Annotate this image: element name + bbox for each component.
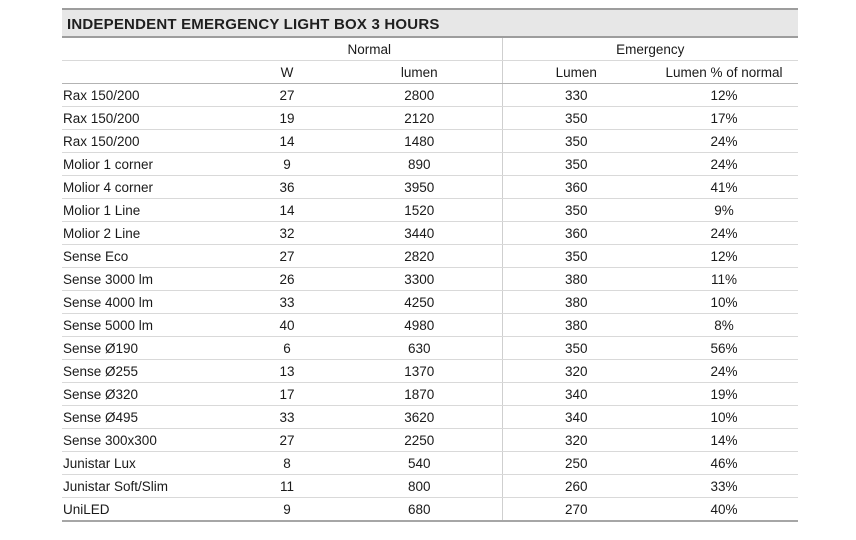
watt-cell: 32 [237,222,337,245]
table-row [62,475,798,498]
watt-cell: 19 [237,107,337,130]
product-name-cell: Sense 5000 lm [62,314,237,337]
lumen-cell: 890 [337,153,502,176]
lumen-cell: 2250 [337,429,502,452]
table-body [62,84,798,522]
emergency-lumen-cell: 340 [502,383,650,406]
table-row [62,199,798,222]
column-header-lumen: lumen [337,61,502,84]
product-name-cell: UniLED [62,498,237,522]
emergency-percent-cell: 24% [650,360,798,383]
emergency-percent-cell: 56% [650,337,798,360]
group-header-row [62,38,798,61]
emergency-percent-cell: 8% [650,314,798,337]
emergency-lumen-cell: 350 [502,130,650,153]
product-name-cell: Rax 150/200 [62,107,237,130]
emergency-lumen-cell: 320 [502,429,650,452]
emergency-percent-cell: 24% [650,222,798,245]
product-name-cell: Rax 150/200 [62,130,237,153]
product-name-cell: Sense Ø495 [62,406,237,429]
group-header-normal: Normal [237,38,502,61]
product-name-cell: Sense Ø190 [62,337,237,360]
lumen-cell: 680 [337,498,502,522]
watt-cell: 17 [237,383,337,406]
product-name-cell: Sense Ø255 [62,360,237,383]
emergency-lumen-cell: 340 [502,406,650,429]
watt-cell: 36 [237,176,337,199]
lumen-cell: 4980 [337,314,502,337]
lumen-cell: 2120 [337,107,502,130]
watt-cell: 8 [237,452,337,475]
product-name-cell: Sense Ø320 [62,383,237,406]
table-row [62,291,798,314]
table-row [62,383,798,406]
emergency-lumen-cell: 350 [502,199,650,222]
table-row [62,84,798,107]
column-header-watt: W [237,61,337,84]
table-row [62,314,798,337]
emergency-percent-cell: 10% [650,291,798,314]
emergency-percent-cell: 10% [650,406,798,429]
emergency-percent-cell: 46% [650,452,798,475]
table-row [62,452,798,475]
emergency-percent-cell: 33% [650,475,798,498]
emergency-percent-cell: 9% [650,199,798,222]
table-row [62,222,798,245]
emergency-lumen-cell: 350 [502,153,650,176]
watt-cell: 33 [237,291,337,314]
table-row [62,429,798,452]
emergency-percent-cell: 19% [650,383,798,406]
emergency-lumen-cell: 380 [502,291,650,314]
table-row [62,176,798,199]
lumen-cell: 3440 [337,222,502,245]
emergency-lumen-cell: 260 [502,475,650,498]
product-name-cell: Molior 4 corner [62,176,237,199]
product-name-cell: Sense 3000 lm [62,268,237,291]
emergency-lumen-cell: 350 [502,245,650,268]
emergency-lumen-cell: 360 [502,176,650,199]
emergency-lumen-cell: 380 [502,268,650,291]
table-row [62,268,798,291]
table-row [62,337,798,360]
emergency-percent-cell: 11% [650,268,798,291]
column-header-emergency-lumen: Lumen [502,61,650,84]
lumen-cell: 2800 [337,84,502,107]
table-row [62,107,798,130]
column-header-emergency-percent: Lumen % of normal [650,61,798,84]
emergency-percent-cell: 12% [650,245,798,268]
watt-cell: 27 [237,245,337,268]
table-row [62,406,798,429]
emergency-percent-cell: 24% [650,130,798,153]
watt-cell: 9 [237,498,337,522]
emergency-lumen-cell: 380 [502,314,650,337]
emergency-lumen-cell: 250 [502,452,650,475]
emergency-lumen-cell: 350 [502,107,650,130]
table-row [62,130,798,153]
lumen-cell: 1480 [337,130,502,153]
emergency-light-table [62,38,798,522]
watt-cell: 11 [237,475,337,498]
table-title: INDEPENDENT EMERGENCY LIGHT BOX 3 HOURS [62,8,798,38]
lumen-cell: 3620 [337,406,502,429]
emergency-lumen-cell: 270 [502,498,650,522]
column-header-product [62,61,237,84]
product-name-cell: Junistar Soft/Slim [62,475,237,498]
product-name-cell: Rax 150/200 [62,84,237,107]
watt-cell: 14 [237,199,337,222]
watt-cell: 27 [237,84,337,107]
emergency-percent-cell: 14% [650,429,798,452]
watt-cell: 33 [237,406,337,429]
watt-cell: 13 [237,360,337,383]
table-row [62,360,798,383]
emergency-lumen-cell: 320 [502,360,650,383]
emergency-percent-cell: 40% [650,498,798,522]
table-header [62,38,798,84]
watt-cell: 26 [237,268,337,291]
product-name-cell: Sense 4000 lm [62,291,237,314]
column-header-row [62,61,798,84]
lumen-cell: 3300 [337,268,502,291]
product-name-cell: Junistar Lux [62,452,237,475]
lumen-cell: 3950 [337,176,502,199]
product-name-cell: Molior 2 Line [62,222,237,245]
watt-cell: 6 [237,337,337,360]
product-name-cell: Molior 1 Line [62,199,237,222]
lumen-cell: 1370 [337,360,502,383]
lumen-cell: 2820 [337,245,502,268]
product-name-cell: Sense Eco [62,245,237,268]
watt-cell: 14 [237,130,337,153]
emergency-lumen-cell: 330 [502,84,650,107]
lumen-cell: 4250 [337,291,502,314]
emergency-percent-cell: 24% [650,153,798,176]
emergency-percent-cell: 12% [650,84,798,107]
lumen-cell: 1520 [337,199,502,222]
product-name-cell: Molior 1 corner [62,153,237,176]
emergency-percent-cell: 17% [650,107,798,130]
lumen-cell: 540 [337,452,502,475]
emergency-lumen-cell: 350 [502,337,650,360]
emergency-percent-cell: 41% [650,176,798,199]
watt-cell: 9 [237,153,337,176]
table-row [62,153,798,176]
emergency-lumen-cell: 360 [502,222,650,245]
emergency-light-table-sheet [62,8,798,522]
watt-cell: 27 [237,429,337,452]
watt-cell: 40 [237,314,337,337]
group-header-empty [62,38,237,61]
group-header-emergency: Emergency [502,38,798,61]
table-row [62,498,798,522]
table-row [62,245,798,268]
lumen-cell: 800 [337,475,502,498]
lumen-cell: 630 [337,337,502,360]
product-name-cell: Sense 300x300 [62,429,237,452]
lumen-cell: 1870 [337,383,502,406]
